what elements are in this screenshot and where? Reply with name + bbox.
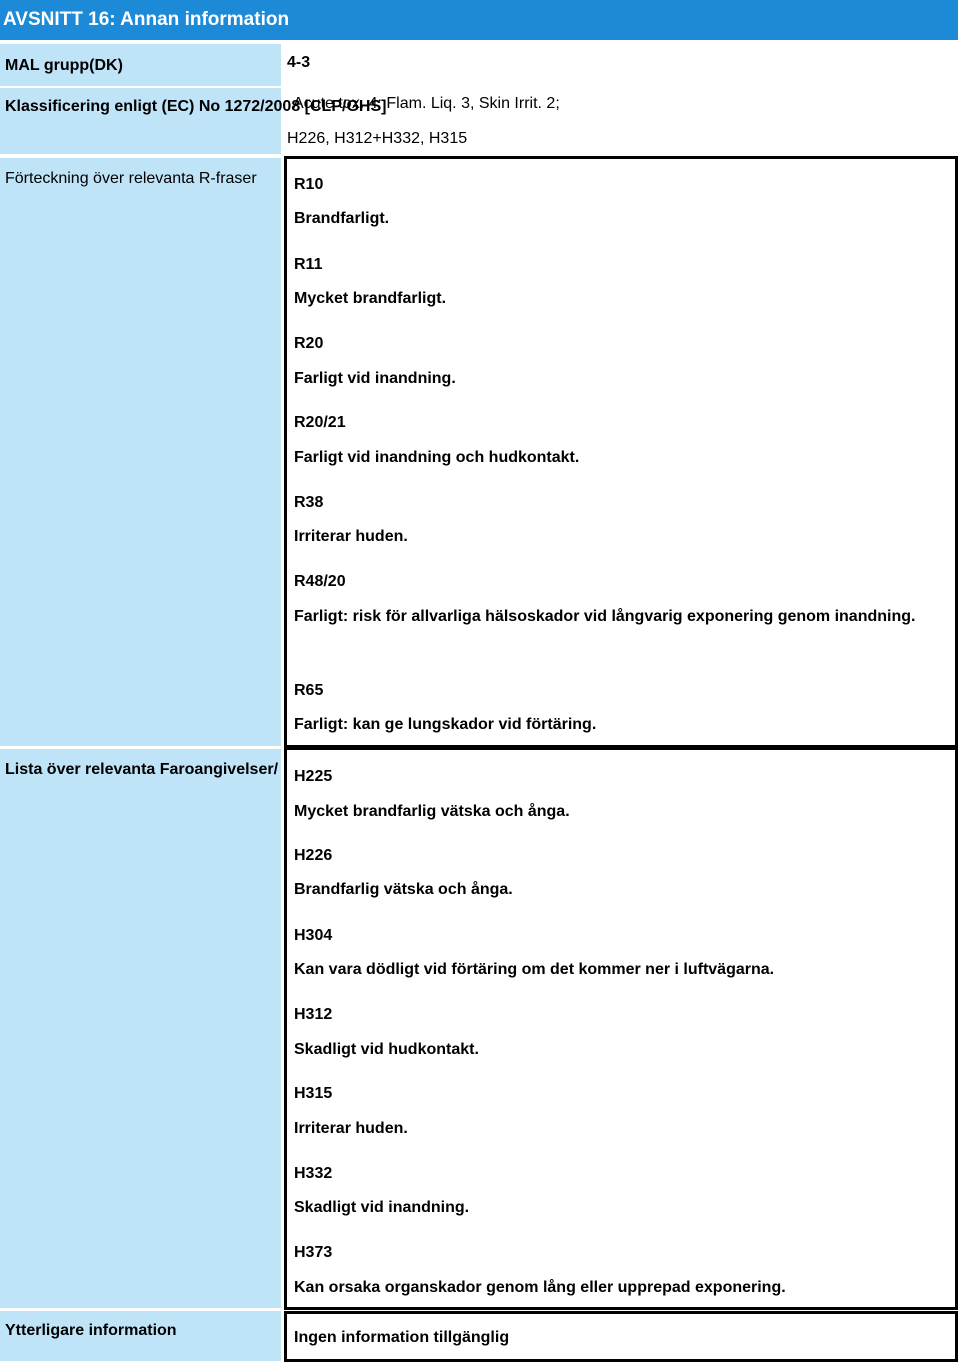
r-phrase-code: R65 [294, 682, 324, 699]
r-phrase-code: R48/20 [294, 573, 346, 590]
additional-box [284, 1311, 958, 1362]
h-phrase-code: H226 [294, 847, 333, 864]
h-phrases-label [0, 749, 281, 1308]
r-phrases-label-text: Förteckning över relevanta R-fraser [5, 170, 257, 187]
h-phrase-code: H315 [294, 1085, 333, 1102]
classification-line2: H226, H312+H332, H315 [287, 130, 468, 147]
h-phrase-text: Mycket brandfarlig vätska och ånga. [294, 803, 570, 820]
r-phrase-text: Mycket brandfarligt. [294, 290, 447, 307]
h-phrase-code: H312 [294, 1006, 333, 1023]
h-phrases-label-text: Lista över relevanta Faroangivelser/ [5, 761, 279, 778]
r-phrase-text: Irriterar huden. [294, 528, 408, 545]
r-phrase-code: R10 [294, 176, 324, 193]
additional-label-text: Ytterligare information [5, 1322, 177, 1339]
h-phrase-text: Irriterar huden. [294, 1120, 408, 1137]
r-phrases-box [284, 156, 958, 748]
r-phrases-label [0, 158, 281, 746]
additional-label [0, 1311, 281, 1361]
h-phrase-code: H332 [294, 1165, 333, 1182]
h-phrase-code: H373 [294, 1244, 333, 1261]
r-phrase-code: R20 [294, 335, 324, 352]
classification-label-text: Klassificering enligt (EC) No 1272/2008 [CLP/GHS] [5, 98, 387, 115]
r-phrase-code: R38 [294, 494, 324, 511]
additional-value: Ingen information tillgänglig [294, 1329, 510, 1346]
r-phrase-code: R20/21 [294, 414, 346, 431]
classification-line1: Acute tox. 4; Flam. Liq. 3, Skin Irrit. 2; [293, 95, 560, 112]
h-phrase-text: Skadligt vid hudkontakt. [294, 1041, 479, 1058]
h-phrases-box [284, 747, 958, 1310]
section-title: AVSNITT 16: Annan information [0, 0, 958, 40]
h-phrase-text: Kan vara dödligt vid förtäring om det kommer ner i luftvägarna. [294, 961, 775, 978]
mal-grupp-label-text: MAL grupp(DK) [5, 57, 123, 74]
r-phrase-text: Brandfarligt. [294, 210, 390, 227]
r-phrase-text: Farligt vid inandning. [294, 370, 456, 387]
r-phrase-text: Farligt vid inandning och hudkontakt. [294, 449, 580, 466]
h-phrase-code: H304 [294, 927, 333, 944]
r-phrase-text: Farligt: risk för allvarliga hälsoskador vid långvarig exponering genom inandning. [294, 608, 916, 625]
h-phrase-text: Kan orsaka organskador genom lång eller upprepad exponering. [294, 1279, 786, 1296]
r-phrase-code: R11 [294, 256, 323, 273]
mal-grupp-value: 4-3 [287, 54, 311, 71]
mal-grupp-label [0, 44, 281, 86]
h-phrase-text: Skadligt vid inandning. [294, 1199, 470, 1216]
h-phrase-text: Brandfarlig vätska och ånga. [294, 881, 513, 898]
h-phrase-code: H225 [294, 768, 333, 785]
r-phrase-text: Farligt: kan ge lungskador vid förtäring. [294, 716, 597, 733]
